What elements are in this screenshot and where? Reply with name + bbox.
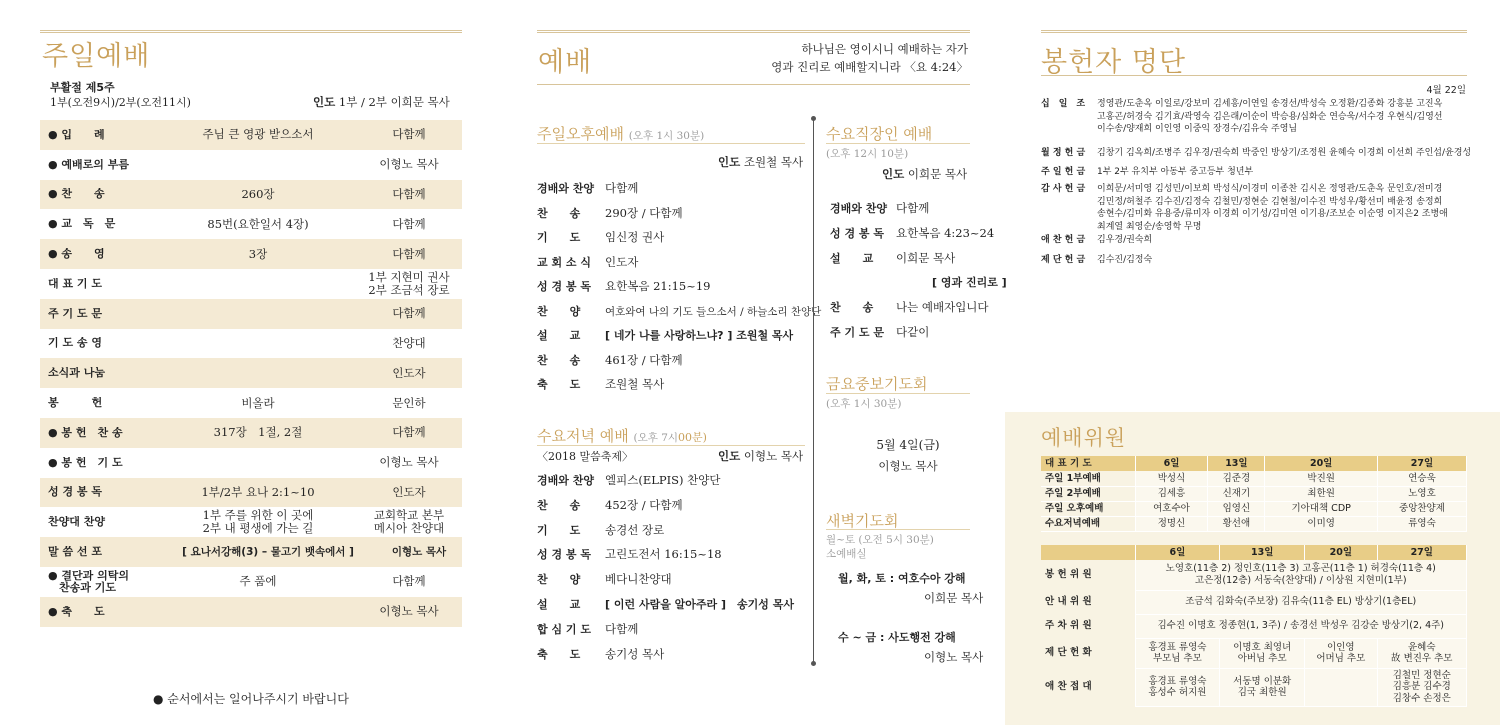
order-row — [40, 150, 462, 180]
order-row — [40, 209, 462, 239]
afternoon-time: (오후 1시 30분) — [628, 130, 705, 142]
offering-names: 이희문/서미영 김성민/이보희 박성식/이경미 이종찬 김시온 정영관/도춘옥 문인호/전미경 김민정/허철주 김수진/김정숙 김철민/정현순 김현철/이수진 박성우/황선미 배윤정 송정희 송현수/김미화 유용중/류미자 이경희 이기성/김미연 이기용/조보순 이순영 이지은2 조병애 최계열 최영순/송영학 무명 — [1097, 184, 1448, 232]
afternoon-rule — [537, 143, 805, 144]
wednesday-leader-name: 이형노 목사 — [743, 449, 804, 463]
schedule-cell: 수요저녁예배 — [1041, 516, 1135, 531]
committee-cell: 이인영 어머님 추모 — [1305, 638, 1377, 668]
afternoon-item-label: 찬 양 — [537, 304, 581, 318]
order-person: 인도자 — [392, 484, 426, 499]
workers-item-label: 설 교 — [830, 251, 874, 265]
offering-row — [1041, 98, 1442, 136]
afternoon-item — [537, 180, 638, 196]
wednesday-item — [537, 497, 683, 513]
schedule-header-cell: 대 표 기 도 — [1041, 456, 1135, 471]
wednesday-time: (오후 7시 — [633, 432, 679, 444]
schedule-cell: 신재기 — [1208, 486, 1265, 501]
wednesday-item-label: 찬 양 — [537, 573, 581, 587]
order-of-worship — [40, 120, 462, 627]
wednesday-item — [537, 546, 722, 562]
prayer-schedule-table — [1041, 456, 1467, 532]
committee-header — [1041, 545, 1467, 560]
afternoon-item-value: 다함께 — [605, 181, 639, 195]
wednesday-leader-label: 인도 — [718, 449, 741, 463]
order-row — [40, 269, 462, 299]
dawn-rule — [826, 529, 970, 530]
order-row — [40, 448, 462, 478]
offering-names: 1부 2부 유치부 아동부 중고등부 청년부 — [1097, 167, 1254, 177]
dawn-time: 월~토 (오전 5시 30분) — [826, 534, 934, 546]
order-row — [40, 299, 462, 329]
workers-leader-label: 인도 — [882, 167, 905, 181]
committee-row — [1041, 560, 1467, 590]
schedule-cell: 주일 2부예배 — [1041, 486, 1135, 501]
order-label: ● 결단과 의탁의 찬송과 기도 — [48, 569, 130, 594]
page-title: 주일예배 — [42, 41, 151, 72]
order-row — [40, 388, 462, 418]
schedule-cell: 정명신 — [1135, 516, 1208, 531]
afternoon-item-value: 요한복음 21:15~19 — [605, 279, 711, 293]
wednesday-time-2: 00분) — [678, 431, 707, 444]
order-person: 교회학교 본부 메시아 찬양대 — [373, 508, 445, 536]
order-label: 소식과 나눔 — [48, 367, 105, 380]
committee-names: 김수진 이명호 정종현(1, 3주) / 송경선 박성우 김강순 방상기(2, 4주) — [1135, 614, 1467, 638]
offering-label: 월 정 헌 금 — [1041, 148, 1086, 158]
schedule-cell: 기아대책 CDP — [1265, 501, 1378, 516]
verse-line-2: 영과 진리로 예배할지니라 〈요 4:24〉 — [771, 60, 968, 74]
order-label: ● 예배로의 부름 — [48, 158, 130, 171]
workers-rule — [826, 143, 970, 144]
order-row — [40, 537, 462, 567]
committee-header-cell: 13일 — [1220, 545, 1305, 560]
order-row — [40, 329, 462, 359]
wednesday-item — [537, 646, 664, 662]
column-separator — [813, 118, 814, 664]
prayer-time: (오후 1시 30분) — [826, 398, 902, 410]
order-label: 대 표 기 도 — [48, 277, 102, 290]
wednesday-item-label: 기 도 — [537, 523, 581, 537]
schedule-header-cell: 13일 — [1208, 456, 1265, 471]
afternoon-item — [537, 303, 821, 319]
wednesday-rule — [537, 445, 805, 446]
order-detail: 1부/2부 요나 2:1~10 — [201, 484, 315, 499]
committee-label: 주 차 위 원 — [1041, 614, 1135, 638]
order-person: 이형노 목사 — [391, 545, 447, 558]
schedule-row — [1041, 486, 1467, 501]
order-detail: 1부 주를 위한 이 곳에 2부 내 평생에 가는 길 — [202, 508, 314, 536]
wednesday-item — [537, 522, 664, 538]
schedule-cell: 여호수아 — [1135, 501, 1208, 516]
workers-item-label: 경배와 찬양 — [830, 202, 887, 215]
prayer-leader: 이형노 목사 — [878, 459, 938, 473]
workers-item-value: [ 영과 진리로 ] — [932, 276, 1007, 290]
workers-item-value: 요한복음 4:23~24 — [896, 225, 995, 240]
afternoon-item-value: 임신정 권사 — [605, 230, 665, 244]
committee-header-cell — [1041, 545, 1135, 560]
committee-label: 애 찬 접 대 — [1041, 668, 1135, 706]
order-label: 성 경 봉 독 — [48, 486, 102, 499]
committee-cell — [1305, 668, 1377, 706]
committee-row — [1041, 668, 1467, 706]
committee-cell: 홍경표 류영숙 부모님 추모 — [1135, 638, 1220, 668]
dawn-place: 소예배실 — [826, 548, 867, 560]
order-person: 1부 지현미 권사 2부 조금석 장로 — [368, 269, 450, 297]
workers-leader-name: 이희문 목사 — [907, 167, 968, 181]
afternoon-title — [537, 123, 704, 144]
offering-label: 감 사 헌 금 — [1041, 184, 1086, 194]
order-row — [40, 478, 462, 508]
afternoon-item-value: [ 네가 나를 사랑하느냐? ] 조원철 목사 — [605, 329, 794, 342]
afternoon-item — [537, 229, 664, 245]
order-label: 기 도 송 영 — [48, 337, 102, 350]
afternoon-leader — [718, 154, 803, 170]
leader-value: 1부 / 2부 이희문 목사 — [338, 95, 450, 109]
committee-label: 안 내 위 원 — [1041, 590, 1135, 614]
schedule-cell: 이미영 — [1265, 516, 1378, 531]
top-rule — [40, 30, 462, 33]
order-label: 봉 헌 — [48, 397, 103, 410]
afternoon-leader-name: 조원철 목사 — [743, 155, 804, 169]
workers-item-value: 이희문 목사 — [896, 250, 956, 265]
committee-cell: 김철민 정현순 김흥분 김수경 김창수 손정은 — [1377, 668, 1466, 706]
afternoon-name: 주일오후예배 — [537, 125, 624, 143]
worship-title: 예배 — [538, 47, 593, 78]
wednesday-item-value: 고린도전서 16:15~18 — [605, 547, 722, 562]
wednesday-item-value: 엘피스(ELPIS) 찬양단 — [605, 473, 721, 487]
order-row — [40, 358, 462, 388]
order-detail: [ 요나서강해(3) – 물고기 뱃속에서 ] — [182, 545, 354, 558]
order-label: ● 송 영 — [48, 248, 105, 261]
afternoon-item-label: 축 도 — [537, 378, 581, 391]
offerings-date: 4월 22일 — [1426, 85, 1466, 96]
order-row — [40, 597, 462, 627]
schedule-cell: 김세흥 — [1135, 486, 1208, 501]
service-times: 1부(오전9시)/2부(오전11시) — [50, 96, 191, 109]
workers-leader — [882, 166, 967, 182]
prayer-date: 5월 4일(금) — [876, 438, 940, 452]
workers-item-label: 주 기 도 문 — [830, 326, 884, 339]
wednesday-item-label: 경배와 찬양 — [537, 474, 594, 487]
offering-names: 김수진/김정숙 — [1097, 255, 1153, 265]
order-person: 이형노 목사 — [379, 157, 439, 172]
schedule-header-cell: 27일 — [1377, 456, 1466, 471]
top-rule-3 — [1041, 30, 1467, 33]
order-row — [40, 120, 462, 150]
order-label: ● 봉 헌 찬 송 — [48, 426, 123, 439]
workers-item — [830, 225, 994, 241]
schedule-cell: 최한원 — [1265, 486, 1378, 501]
offering-names: 김우경/권숙희 — [1097, 235, 1153, 245]
committee-names: 노영호(11층 2) 정인호(11층 3) 고홍곤(11층 1) 허경숙(11층 4) 고은정(12층) 서동숙(찬양대) / 이상원 지현미(1부) — [1135, 560, 1467, 590]
afternoon-item — [537, 376, 664, 392]
offering-row — [1041, 147, 1471, 160]
prayer-rule — [826, 393, 970, 394]
wednesday-name: 수요저녁 예배 — [537, 427, 629, 445]
dawn-line-2-leader: 이형노 목사 — [924, 650, 984, 664]
wednesday-item-value: 베다니찬양대 — [605, 572, 672, 587]
schedule-header-cell: 6일 — [1135, 456, 1208, 471]
wednesday-item — [537, 621, 638, 637]
order-detail: 3장 — [248, 246, 268, 261]
workers-item — [830, 324, 929, 340]
order-label: ● 입 례 — [48, 128, 105, 141]
afternoon-item-label: 경배와 찬양 — [537, 182, 594, 195]
order-label: 말 씀 선 포 — [48, 546, 102, 559]
wednesday-item-value: 452장 / 다함께 — [605, 497, 683, 512]
order-row — [40, 180, 462, 210]
order-person: 이형노 목사 — [379, 604, 439, 619]
schedule-cell: 박성식 — [1135, 471, 1208, 486]
order-person: 다함께 — [392, 216, 426, 231]
order-person: 다함께 — [392, 574, 426, 589]
order-detail: 주님 큰 영광 받으소서 — [202, 127, 314, 142]
committee-row — [1041, 614, 1467, 638]
offerings-title: 봉헌자 명단 — [1041, 47, 1186, 78]
wednesday-item-label: 찬 송 — [537, 498, 581, 512]
offering-label: 애 찬 헌 금 — [1041, 235, 1086, 245]
order-person: 다함께 — [392, 127, 426, 142]
committee-cell: 홍경표 류영숙 홍성수 허지원 — [1135, 668, 1220, 706]
schedule-cell: 박진원 — [1265, 471, 1378, 486]
offering-names: 정영관/도춘옥 이일로/강보미 김세흥/이연일 송경선/박성숙 오정환/김종화 강흥분 고진옥 고홍곤/허경숙 김기효/곽영숙 김은래/이순이 박승용/심화순 연승욱/서수경 우현식/김영선 이수송/양재희 이인영 이중익 장경수/김유숙 주영님 — [1097, 99, 1443, 134]
verse-line-1: 하나님은 영이시니 예배하는 자가 — [801, 42, 968, 56]
workers-item-value: 나는 예배자입니다 — [896, 300, 989, 315]
wednesday-item-label: 설 교 — [537, 598, 581, 611]
workers-item-label: 성 경 봉 독 — [830, 226, 884, 240]
offering-label: 십 일 조 — [1041, 99, 1086, 109]
workers-time: (오후 12시 10분) — [826, 148, 909, 160]
order-row — [40, 567, 462, 597]
schedule-cell: 연승욱 — [1377, 471, 1466, 486]
afternoon-item — [537, 352, 683, 368]
committee-row — [1041, 638, 1467, 668]
dawn-line-1-leader: 이희문 목사 — [924, 591, 984, 605]
committee-header-cell: 27일 — [1377, 545, 1466, 560]
order-row — [40, 507, 462, 537]
committee-table — [1041, 545, 1467, 707]
afternoon-item-value: 461장 / 다함께 — [605, 352, 683, 367]
afternoon-item-value: 290장 / 다함께 — [605, 205, 683, 220]
afternoon-item-label: 기 도 — [537, 231, 581, 244]
offering-row — [1041, 254, 1152, 267]
order-person: 이형노 목사 — [379, 455, 439, 470]
offering-label: 주 일 헌 금 — [1041, 167, 1086, 177]
wednesday-item — [537, 472, 720, 488]
order-person: 찬양대 — [392, 335, 426, 350]
order-label: ● 봉 헌 기 도 — [48, 456, 123, 469]
scripture-verse — [700, 40, 968, 76]
prayer-title: 금요중보기도회 — [826, 375, 928, 393]
divider — [537, 84, 970, 85]
order-label: 찬양대 찬양 — [48, 516, 105, 529]
order-person: 다함께 — [392, 425, 426, 440]
workers-item-label: 찬 송 — [830, 301, 874, 315]
schedule-cell: 황선애 — [1208, 516, 1265, 531]
afternoon-item — [537, 205, 683, 221]
wednesday-subtitle: 〈2018 말씀축제〉 — [537, 450, 633, 463]
schedule-cell: 노영호 — [1377, 486, 1466, 501]
workers-title: 수요직장인 예배 — [826, 125, 933, 143]
offerings-rule — [1041, 75, 1467, 76]
order-row — [40, 418, 462, 448]
wednesday-item — [537, 596, 794, 612]
wednesday-item-label: 합 심 기 도 — [537, 622, 591, 636]
wednesday-leader — [718, 448, 803, 464]
dawn-line-2: 수 ~ 금 : 사도행전 강해 — [838, 631, 956, 644]
order-label: ● 교 독 문 — [48, 218, 116, 231]
afternoon-item-label: 성 경 봉 독 — [537, 280, 591, 293]
committee-label: 봉 헌 위 원 — [1041, 560, 1135, 590]
committee-header-cell: 20일 — [1305, 545, 1377, 560]
order-person: 다함께 — [392, 306, 426, 321]
order-person: 다함께 — [392, 186, 426, 201]
offering-row — [1041, 166, 1253, 179]
afternoon-item-value: 조원철 목사 — [605, 377, 665, 391]
schedule-cell: 류영숙 — [1377, 516, 1466, 531]
schedule-cell: 김준경 — [1208, 471, 1265, 486]
workers-item — [866, 274, 1007, 290]
workers-item — [830, 200, 929, 216]
schedule-row — [1041, 501, 1467, 516]
offering-names: 김창기 김옥희/조병주 김우경/권숙희 박중인 방상기/조정원 윤혜숙 이경희 이선희 주인섭/윤경성 — [1097, 148, 1472, 158]
order-label: 주 기 도 문 — [48, 307, 102, 320]
occasion: 부활절 제5주 — [50, 81, 115, 94]
schedule-header-cell: 20일 — [1265, 456, 1378, 471]
schedule-cell: 중앙찬양제 — [1377, 501, 1466, 516]
offering-label: 제 단 헌 금 — [1041, 255, 1086, 265]
leader-label: 인도 — [313, 95, 336, 109]
separator-dot-bottom — [811, 661, 816, 666]
top-rule-2 — [537, 30, 970, 33]
schedule-header — [1041, 456, 1467, 471]
workers-item-value: 다같이 — [896, 325, 930, 339]
schedule-cell: 임영신 — [1208, 501, 1265, 516]
schedule-row — [1041, 516, 1467, 531]
committee-cell: 윤혜숙 故 변진우 추모 — [1377, 638, 1466, 668]
schedule-row — [1041, 471, 1467, 486]
order-row — [40, 239, 462, 269]
afternoon-item-label: 설 교 — [537, 329, 581, 342]
committee-row — [1041, 590, 1467, 614]
afternoon-leader-label: 인도 — [718, 155, 741, 169]
footnote: ● 순서에서는 일어나주시기 바랍니다 — [153, 692, 349, 706]
workers-item — [830, 250, 955, 266]
order-person: 인도자 — [392, 365, 426, 380]
order-person: 다함께 — [392, 246, 426, 261]
separator-dot-top — [811, 116, 816, 121]
order-detail: 85번(요한일서 4장) — [207, 216, 309, 231]
order-detail: 비올라 — [241, 395, 275, 410]
offering-row — [1041, 234, 1152, 247]
committee-cell: 이명호 최영녀 아버님 추모 — [1220, 638, 1305, 668]
leader-line — [313, 94, 450, 110]
committee-cell: 서동명 이분화 김국 최한원 — [1220, 668, 1305, 706]
afternoon-item-label: 찬 송 — [537, 353, 581, 367]
afternoon-item-value: 여호와여 나의 기도 들으소서 / 하늘소리 찬양단 — [605, 305, 822, 318]
wednesday-item-label: 축 도 — [537, 647, 581, 661]
wednesday-item-value: 다함께 — [605, 621, 639, 636]
afternoon-item — [537, 254, 638, 270]
afternoon-item-value: 인도자 — [605, 254, 639, 269]
order-detail: 260장 — [241, 186, 275, 201]
order-detail: 주 품에 — [239, 574, 277, 589]
offering-row — [1041, 183, 1448, 233]
wednesday-item-label: 성 경 봉 독 — [537, 548, 591, 562]
committee-names: 조금석 김화숙(주보장) 김유숙(11층 EL) 방상기(1층EL) — [1135, 590, 1467, 614]
committee-label: 제 단 헌 화 — [1041, 638, 1135, 668]
order-detail: 317장 1절, 2절 — [213, 425, 303, 440]
afternoon-item-label: 교 회 소 식 — [537, 255, 591, 269]
wednesday-item-value: 송경선 장로 — [605, 522, 665, 537]
wednesday-item — [537, 571, 672, 587]
order-label: ● 찬 송 — [48, 188, 105, 201]
order-label: ● 축 도 — [48, 605, 105, 618]
schedule-cell: 주일 오후예배 — [1041, 501, 1135, 516]
dawn-title: 새벽기도회 — [826, 512, 899, 530]
workers-item-value: 다함께 — [896, 201, 930, 215]
afternoon-item-label: 찬 송 — [537, 206, 581, 220]
committee-title: 예배위원 — [1041, 426, 1127, 450]
wednesday-title — [537, 425, 707, 446]
afternoon-item — [537, 327, 793, 343]
wednesday-item-value: 송기성 목사 — [605, 646, 665, 661]
schedule-cell: 주일 1부예배 — [1041, 471, 1135, 486]
afternoon-item — [537, 278, 711, 294]
committee-header-cell: 6일 — [1135, 545, 1220, 560]
wednesday-item-value: [ 이런 사람을 알아주라 ] 송기성 목사 — [605, 598, 794, 611]
dawn-line-1: 월, 화, 토 : 여호수아 강해 — [838, 572, 966, 585]
order-person: 문인하 — [392, 395, 426, 410]
workers-item — [830, 299, 989, 315]
